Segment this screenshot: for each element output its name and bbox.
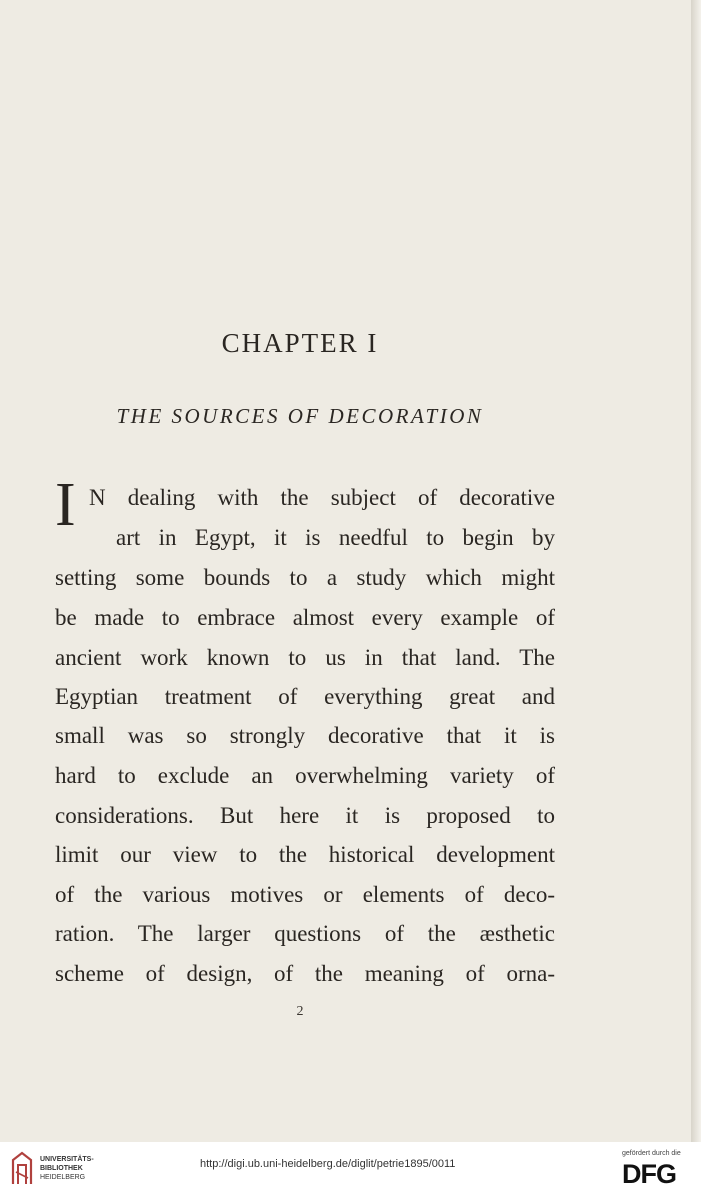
dfg-logo: DFG	[622, 1159, 676, 1189]
funding-text: gefördert durch die	[622, 1150, 681, 1157]
page-edge	[691, 0, 701, 1142]
body-line: of the various motives or elements of deco-	[55, 882, 555, 907]
body-line: limit our view to the historical development	[55, 842, 555, 867]
permalink-url[interactable]: http://digi.ub.uni-heidelberg.de/diglit/petrie1895/0011	[200, 1158, 456, 1170]
library-name-line: HEIDELBERG	[40, 1174, 86, 1181]
library-name-line: BIBLIOTHEK	[40, 1165, 83, 1172]
drop-cap: I	[55, 471, 76, 539]
body-line: ancient work known to us in that land. The	[55, 645, 555, 670]
library-name-line: UNIVERSITÄTS-	[40, 1156, 94, 1163]
body-line: art in Egypt, it is needful to begin by	[116, 525, 555, 550]
body-line: N dealing with the subject of decorative	[89, 485, 555, 510]
body-line: ration. The larger questions of the æsthetic	[55, 921, 555, 946]
body-line: be made to embrace almost every example of	[55, 605, 555, 630]
library-name	[40, 1155, 94, 1182]
body-line: small was so strongly decorative that it is	[55, 723, 555, 748]
body-line: considerations. But here it is proposed to	[55, 803, 555, 828]
body-line: scheme of design, of the meaning of orna-	[55, 961, 555, 986]
body-line: setting some bounds to a study which might	[55, 565, 555, 590]
library-logo-icon	[10, 1150, 34, 1186]
page-number: 2	[296, 1004, 304, 1019]
body-line: hard to exclude an overwhelming variety of	[55, 763, 555, 788]
chapter-title: THE SOURCES OF DECORATION	[116, 404, 484, 428]
chapter-heading: CHAPTER I	[221, 328, 379, 358]
body-line: Egyptian treatment of everything great and	[55, 684, 555, 709]
